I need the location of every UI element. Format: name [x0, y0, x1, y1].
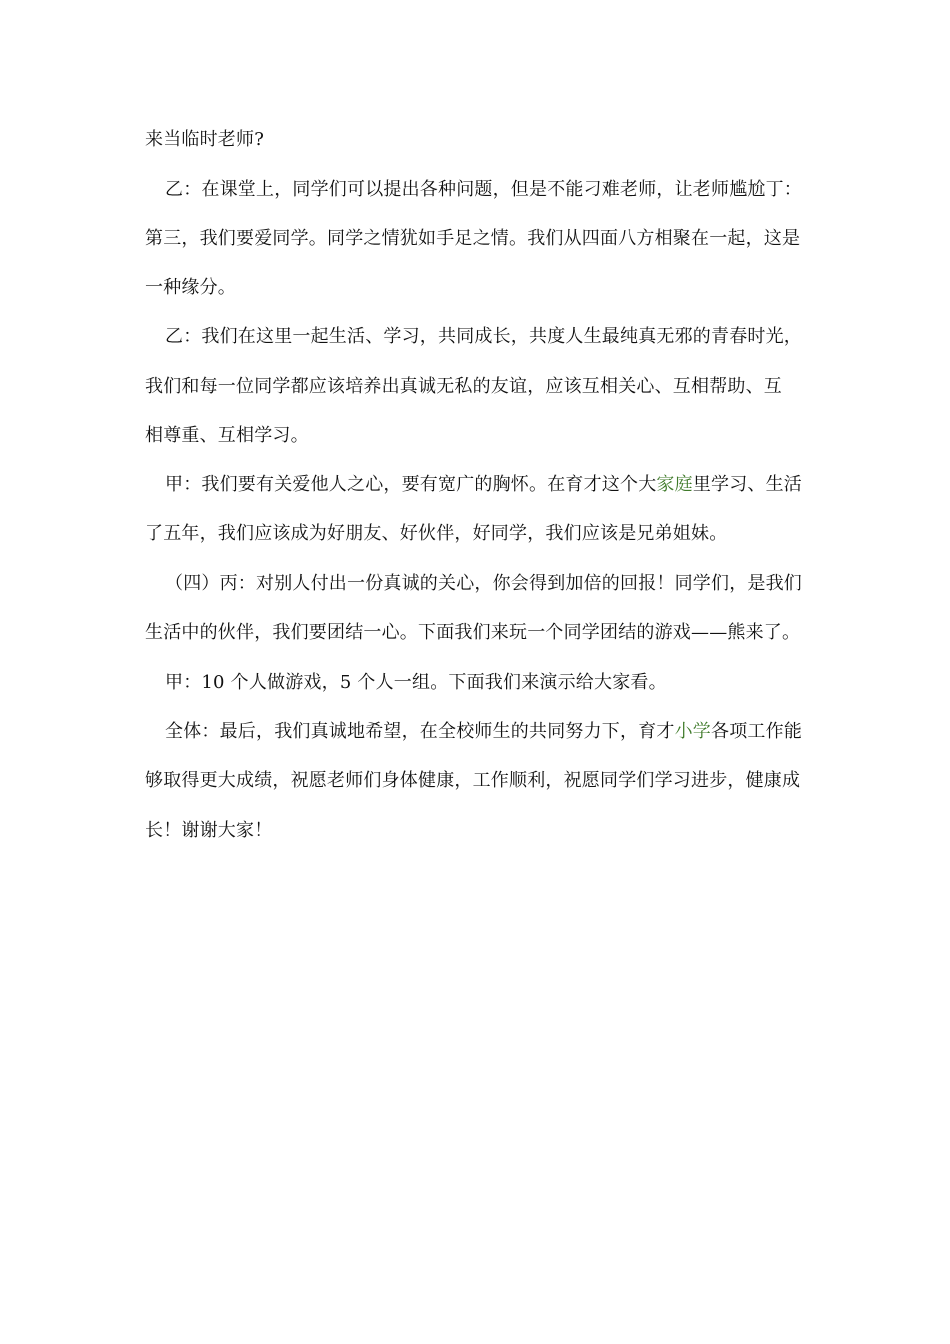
text-line: 甲：10 个人做游戏，5 个人一组。下面我们来演示给大家看。 — [165, 672, 667, 693]
text-line: 甲：我们要有关爱他人之心，要有宽广的胸怀。在育才这个大家庭里学习、生活 — [165, 474, 803, 495]
text-line: 长！谢谢大家！ — [145, 820, 273, 841]
text-line: 相尊重、互相学习。 — [145, 425, 309, 446]
text-line: 乙：在课堂上，同学们可以提出各种问题，但是不能刁难老师，让老师尴尬丁： — [165, 179, 802, 200]
text-line: 够取得更大成绩，祝愿老师们身体健康，工作顺利，祝愿同学们学习进步，健康成 — [145, 770, 801, 791]
text-line: （四）丙：对别人付出一份真诚的关心，你会得到加倍的回报！同学们，是我们 — [165, 573, 802, 594]
green-link-text[interactable]: 小学 — [674, 721, 712, 742]
green-link-text[interactable]: 家庭 — [656, 474, 693, 495]
text-line: 一种缘分。 — [145, 277, 236, 298]
text-line: 来当临时老师? — [145, 129, 265, 150]
text-line: 全体：最后，我们真诚地希望，在全校师生的共同努力下，育才小学各项工作能 — [165, 721, 803, 742]
text-line: 生活中的伙伴，我们要团结一心。下面我们来玩一个同学团结的游戏——熊来了。 — [145, 622, 801, 643]
text-line: 了五年，我们应该成为好朋友、好伙伴，好同学，我们应该是兄弟姐妹。 — [145, 523, 728, 544]
text-line: 我们和每一位同学都应该培养出真诚无私的友谊，应该互相关心、互相帮助、互 — [145, 376, 782, 397]
text-line: 乙：我们在这里一起生活、学习，共同成长，共度人生最纯真无邪的青春时光， — [165, 326, 802, 347]
text-line: 第三，我们要爱同学。同学之情犹如手足之情。我们从四面八方相聚在一起，这是 — [145, 228, 801, 249]
